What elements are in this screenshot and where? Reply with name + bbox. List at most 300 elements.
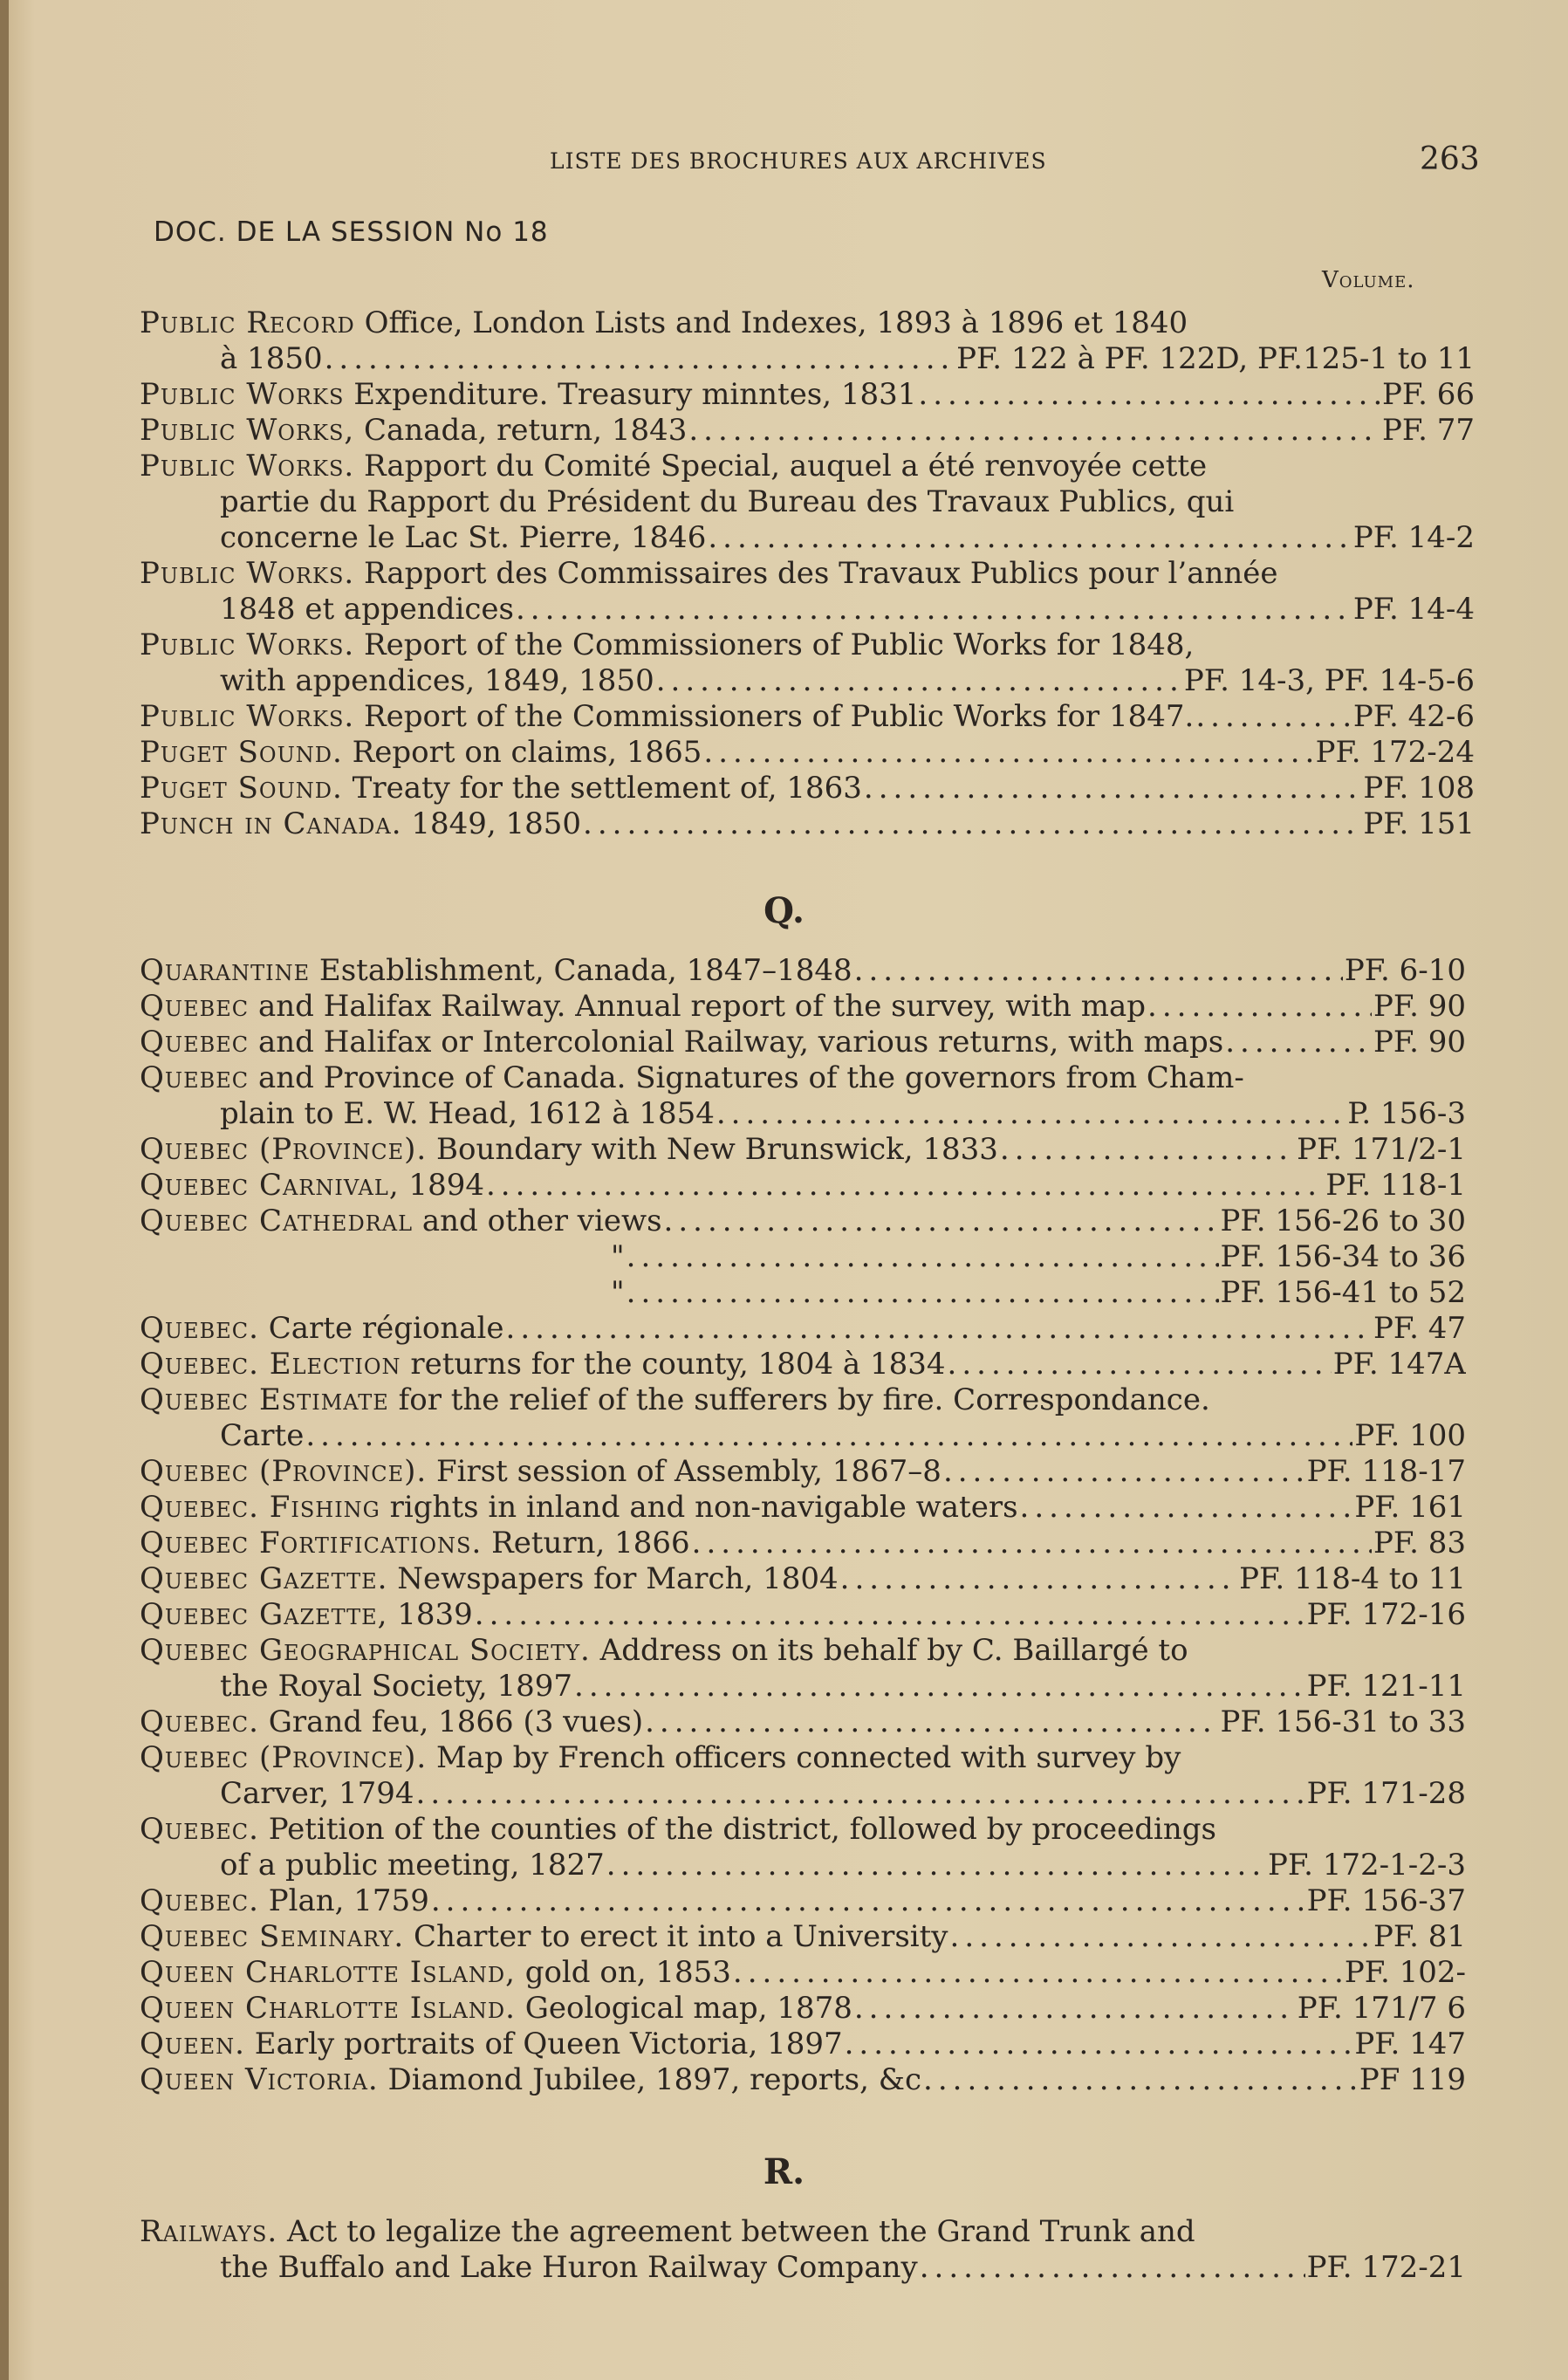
volume-reference: PF. 47: [1373, 1311, 1466, 1346]
entry-heading: Quebec: [140, 989, 250, 1024]
entry-description: for the relief of the sufferers by fire. Correspondance.: [388, 1382, 1210, 1417]
entry-description: Carver, 1794: [220, 1776, 414, 1811]
dot-leader: [948, 1347, 1332, 1382]
volume-reference: PF. 102-: [1344, 1955, 1466, 1990]
entry-text: [140, 1704, 643, 1740]
volume-reference: PF. 83: [1373, 1526, 1466, 1560]
index-entry: [140, 1275, 1466, 1311]
volume-reference: P. 156-3: [1347, 1096, 1466, 1131]
entry-line: [140, 1239, 1466, 1275]
entry-description: ": [611, 1275, 625, 1310]
entry-description: of a public meeting, 1827: [220, 1848, 605, 1883]
entry-line: [140, 1418, 1466, 1454]
dot-leader: [606, 1848, 1266, 1883]
volume-reference: PF. 90: [1373, 1025, 1466, 1060]
entry-description: Report of the Commissioners of Public Works for 1848,: [354, 628, 1195, 662]
dot-leader: [506, 1311, 1372, 1347]
index-entry: [140, 1311, 1466, 1347]
volume-reference: PF. 151: [1363, 806, 1475, 841]
entry-text: [140, 699, 1194, 735]
dot-leader: [733, 1955, 1343, 1991]
volume-reference: PF. 81: [1373, 1919, 1466, 1954]
index-entry: [140, 1704, 1466, 1740]
index-entry: [140, 1812, 1466, 1883]
entry-heading: Quebec Carnival,: [140, 1168, 400, 1203]
dot-leader: [692, 1526, 1372, 1561]
entry-heading: Quebec Fortifications.: [140, 1526, 483, 1560]
entry-description: ": [611, 1239, 625, 1274]
volume-reference: PF. 147: [1354, 2027, 1466, 2061]
index-entry: [140, 556, 1475, 628]
entry-text: [140, 1597, 473, 1633]
dot-leader: [1020, 1490, 1353, 1526]
entry-heading: Public Record: [140, 305, 355, 340]
entry-text: [140, 953, 852, 989]
entry-text: [140, 1633, 1188, 1669]
entry-line: [140, 1704, 1466, 1740]
entry-heading: Quebec Estimate: [140, 1382, 389, 1417]
entry-line: [140, 1382, 1466, 1418]
entry-description: Rapport des Commissaires des Travaux Publics pour l’année: [354, 556, 1278, 591]
entry-line: [140, 663, 1475, 699]
entry-line: [140, 1025, 1466, 1060]
volume-heading: Volume.: [1322, 267, 1415, 293]
entry-text: [220, 2250, 918, 2286]
entry-description: gold on, 1853: [515, 1955, 731, 1990]
entry-text: [220, 1096, 715, 1132]
entry-text: [220, 592, 514, 628]
entry-description: Address on its behalf by C. Baillargé to: [590, 1633, 1188, 1668]
dot-leader: [431, 1883, 1305, 1919]
volume-reference: PF. 118-17: [1306, 1454, 1466, 1489]
volume-reference: PF. 156-26 to 30: [1220, 1204, 1466, 1238]
dot-leader: [920, 2250, 1305, 2286]
entry-description: 1839: [387, 1597, 473, 1632]
entry-line: [140, 1812, 1466, 1848]
section-p-list: [140, 305, 1475, 842]
volume-reference: PF. 147A: [1332, 1347, 1466, 1382]
session-label: DOC. DE LA SESSION No 18: [154, 216, 549, 248]
entry-heading: Public Works.: [140, 699, 355, 734]
entry-text: [140, 1204, 662, 1239]
index-entry: [140, 1955, 1466, 1991]
entry-description: the Royal Society, 1897: [220, 1669, 573, 1704]
index-entry: [140, 735, 1475, 771]
entry-description: Expenditure. Treasury minntes, 1831: [344, 377, 917, 412]
entry-line: [140, 592, 1475, 628]
dot-leader: [703, 735, 1313, 771]
entry-text: [140, 2062, 921, 2098]
index-entry: [140, 305, 1475, 377]
volume-reference: PF. 161: [1354, 1490, 1466, 1525]
dot-leader: [688, 413, 1380, 449]
entry-text: [140, 1132, 998, 1168]
entry-description: Boundary with New Brunswick, 1833: [427, 1132, 998, 1167]
entry-description: Act to legalize the agreement between the Grand Trunk and: [277, 2214, 1195, 2249]
index-entry: [140, 2214, 1466, 2286]
index-entry: [140, 2062, 1466, 2098]
entry-heading: Quebec.: [140, 1812, 259, 1847]
entry-line: [140, 1060, 1466, 1096]
entry-line: [140, 1311, 1466, 1347]
entry-line: [140, 735, 1475, 771]
index-entry: [140, 1132, 1466, 1168]
page-number: 263: [1420, 141, 1480, 177]
index-entry: [140, 806, 1475, 842]
dot-leader: [716, 1096, 1346, 1132]
entry-description: Rapport du Comité Special, auquel a été renvoyée cette: [354, 449, 1208, 484]
volume-reference: PF. 100: [1354, 1418, 1466, 1453]
entry-heading: Quebec.: [140, 1704, 259, 1739]
entry-text: [220, 520, 706, 556]
dot-leader: [943, 1454, 1305, 1490]
section-r-list: [140, 2214, 1466, 2286]
entry-line: [140, 1096, 1466, 1132]
dot-leader: [583, 806, 1361, 842]
entry-line: [140, 413, 1475, 449]
entry-line: [140, 1919, 1466, 1955]
entry-heading: Puget Sound.: [140, 735, 343, 770]
entry-line: [140, 1991, 1466, 2027]
dot-leader: [840, 1561, 1238, 1597]
entry-text: [140, 305, 1188, 341]
entry-line: [140, 449, 1475, 484]
index-entry: [140, 1883, 1466, 1919]
entry-line: [140, 1168, 1466, 1204]
volume-reference: PF. 121-11: [1306, 1669, 1466, 1704]
entry-heading: Public Works.: [140, 449, 355, 484]
entry-description: Carte: [220, 1418, 305, 1453]
index-entry: [140, 1740, 1466, 1812]
entry-line: [140, 1776, 1466, 1812]
entry-text: [140, 377, 916, 413]
dot-leader: [516, 592, 1352, 628]
entry-description: Office, London Lists and Indexes, 1893 à 1896 et 1840: [354, 305, 1188, 340]
entry-text: [140, 1883, 429, 1919]
entry-text: [140, 1060, 1244, 1096]
entry-description: à 1850: [220, 341, 323, 376]
dot-leader: [475, 1597, 1305, 1633]
entry-description: First session of Assembly, 1867–8: [427, 1454, 941, 1489]
entry-heading: Quebec Geographical Society.: [140, 1633, 591, 1668]
entry-description: Diamond Jubilee, 1897, reports, &c: [378, 2062, 922, 2097]
entry-line: [140, 305, 1475, 341]
entry-description: Newspapers for March, 1804: [387, 1561, 839, 1596]
volume-reference: PF. 156-31 to 33: [1220, 1704, 1466, 1739]
entry-text: [140, 1490, 1018, 1526]
index-entry: [140, 771, 1475, 806]
entry-text: [140, 1311, 504, 1347]
entry-line: [140, 1454, 1466, 1490]
entry-heading: Queen Charlotte Island.: [140, 1991, 516, 2026]
entry-text: [140, 1347, 946, 1382]
entry-text: [140, 1561, 839, 1597]
volume-reference: PF. 172-16: [1306, 1597, 1466, 1632]
entry-line: [140, 953, 1466, 989]
dot-leader: [864, 771, 1361, 806]
index-entry: [140, 628, 1475, 699]
volume-reference: PF. 156-34 to 36: [1220, 1239, 1466, 1274]
volume-reference: PF. 14-4: [1352, 592, 1475, 627]
index-entry: [140, 413, 1475, 449]
entry-heading: Quebec Cathedral: [140, 1204, 414, 1238]
entry-text: [220, 341, 323, 377]
entry-description: returns for the county, 1804 à 1834: [401, 1347, 946, 1382]
volume-reference: PF. 118-1: [1325, 1168, 1466, 1203]
index-entry: [140, 1991, 1466, 2027]
entry-heading: Public Works,: [140, 413, 355, 448]
entry-description: Carte régionale: [258, 1311, 504, 1346]
entry-line: [140, 1955, 1466, 1991]
entry-line: [140, 1132, 1466, 1168]
entry-line: [140, 806, 1475, 842]
entry-description: and Province of Canada. Signatures of the governors from Cham-: [249, 1060, 1244, 1095]
volume-reference: PF. 42-6: [1352, 699, 1475, 734]
entry-text: [140, 1991, 852, 2027]
entry-line: [140, 2250, 1466, 2286]
entry-text: [220, 484, 1234, 520]
entry-description: Plan, 1759: [258, 1883, 429, 1918]
dot-leader: [854, 953, 1343, 989]
entry-heading: Punch in Canada.: [140, 806, 402, 841]
entry-line: [140, 1883, 1466, 1919]
entry-line: [140, 377, 1475, 413]
entry-heading: Quebec Seminary.: [140, 1919, 405, 1954]
entry-text: [140, 1025, 1223, 1060]
entry-text: [140, 1168, 484, 1204]
entry-line: [140, 1669, 1466, 1704]
dot-leader: [486, 1168, 1324, 1204]
entry-description: 1894: [399, 1168, 484, 1203]
entry-text: [140, 2214, 1195, 2250]
entry-description: Grand feu, 1866 (3 vues): [258, 1704, 644, 1739]
entry-text: [140, 1955, 731, 1991]
entry-text: [140, 413, 687, 449]
entry-line: [140, 341, 1475, 377]
index-entry: [140, 449, 1475, 556]
entry-heading: Quebec Gazette.: [140, 1561, 388, 1596]
entry-heading: Quebec.: [140, 1311, 259, 1346]
dot-leader: [416, 1776, 1305, 1812]
entry-text: [140, 806, 581, 842]
entry-description: Early portraits of Queen Victoria, 1897: [244, 2027, 843, 2061]
dot-leader: [1147, 989, 1372, 1025]
section-q-list: [140, 953, 1466, 2098]
dot-leader: [664, 1204, 1219, 1239]
volume-reference: PF. 172-24: [1315, 735, 1475, 770]
index-entry: [140, 1919, 1466, 1955]
entry-description: Map by French officers connected with survey by: [427, 1740, 1181, 1775]
index-entry: [140, 1060, 1466, 1132]
entry-line: [140, 1490, 1466, 1526]
section-r-letter: R.: [763, 2151, 805, 2192]
entry-description: Geological map, 1878: [515, 1991, 852, 2026]
entry-line: [140, 520, 1475, 556]
entry-heading: Public Works.: [140, 556, 355, 591]
entry-description: rights in inland and non-navigable waters: [380, 1490, 1018, 1525]
entry-heading: Queen Victoria.: [140, 2062, 379, 2097]
entry-description: Petition of the counties of the district, followed by proceedings: [258, 1812, 1216, 1847]
entry-line: [140, 2027, 1466, 2062]
entry-text: [140, 989, 1146, 1025]
index-entry: [140, 1168, 1466, 1204]
index-entry: [140, 1025, 1466, 1060]
index-entry: [140, 377, 1475, 413]
entry-description: Treaty for the settlement of, 1863: [342, 771, 862, 806]
entry-text: [611, 1239, 625, 1275]
entry-heading: Public Works.: [140, 628, 355, 662]
entry-description: Return, 1866: [482, 1526, 690, 1560]
entry-heading: Quebec: [140, 1060, 250, 1095]
volume-reference: PF. 6-10: [1344, 953, 1466, 988]
volume-reference: PF. 66: [1381, 377, 1475, 412]
entry-heading: Queen Charlotte Island,: [140, 1955, 516, 1990]
entry-line: [140, 1526, 1466, 1561]
volume-reference: PF. 118-4 to 11: [1239, 1561, 1466, 1596]
volume-reference: PF. 171/7 6: [1297, 1991, 1466, 2026]
entry-text: [140, 556, 1278, 592]
volume-reference: PF. 156-41 to 52: [1220, 1275, 1466, 1310]
entry-line: [140, 1597, 1466, 1633]
binding-edge: [0, 0, 9, 2380]
entry-text: [220, 1669, 572, 1704]
section-q-letter: Q.: [763, 890, 805, 931]
entry-text: [140, 771, 862, 806]
entry-line: [140, 1204, 1466, 1239]
entry-line: [140, 2062, 1466, 2098]
entry-line: [140, 699, 1475, 735]
dot-leader: [1225, 1025, 1372, 1060]
entry-text: [140, 1454, 941, 1490]
entry-line: [140, 1561, 1466, 1597]
dot-leader: [708, 520, 1351, 556]
index-entry: [140, 1633, 1466, 1704]
entry-heading: Quebec (Province).: [140, 1454, 428, 1489]
entry-text: [220, 663, 654, 699]
dot-leader: [627, 1239, 1219, 1275]
entry-line: [140, 1275, 1466, 1311]
entry-text: [140, 628, 1194, 663]
entry-description: concerne le Lac St. Pierre, 1846: [220, 520, 707, 555]
entry-text: [140, 1812, 1216, 1848]
entry-text: [220, 1776, 414, 1812]
entry-description: Canada, return, 1843: [354, 413, 688, 448]
index-entry: [140, 989, 1466, 1025]
entry-description: and Halifax Railway. Annual report of the survey, with map: [249, 989, 1147, 1024]
volume-reference: PF. 172-21: [1306, 2250, 1466, 2285]
index-entry: [140, 2027, 1466, 2062]
volume-reference: PF. 172-1-2-3: [1267, 1848, 1466, 1883]
volume-reference: PF. 14-3, PF. 14-5-6: [1183, 663, 1475, 698]
entry-heading: Quebec (Province).: [140, 1132, 428, 1167]
dot-leader: [950, 1919, 1372, 1955]
index-entry: [140, 953, 1466, 989]
dot-leader: [845, 2027, 1353, 2062]
entry-text: [140, 449, 1207, 484]
volume-reference: PF. 77: [1381, 413, 1475, 448]
entry-description: Report of the Commissioners of Public Works for 1847.: [354, 699, 1195, 734]
entry-text: [140, 1740, 1181, 1776]
dot-leader: [325, 341, 955, 377]
dot-leader: [574, 1669, 1305, 1704]
entry-heading: Puget Sound.: [140, 771, 343, 806]
dot-leader: [1195, 699, 1352, 735]
entry-line: [140, 556, 1475, 592]
entry-description: plain to E. W. Head, 1612 à 1854: [220, 1096, 715, 1131]
entry-description: Charter to erect it into a University: [404, 1919, 948, 1954]
entry-heading: Quarantine: [140, 953, 311, 988]
entry-text: [140, 735, 702, 771]
dot-leader: [854, 1991, 1296, 2027]
dot-leader: [656, 663, 1182, 699]
entry-description: and other views: [413, 1204, 662, 1238]
volume-reference: PF. 122 à PF. 122D, PF.125-1 to 11: [956, 341, 1475, 376]
index-entry: [140, 1454, 1466, 1490]
index-entry: [140, 1204, 1466, 1239]
dot-leader: [645, 1704, 1218, 1740]
entry-description: Establishment, Canada, 1847–1848: [310, 953, 852, 988]
volume-reference: PF. 171-28: [1306, 1776, 1466, 1811]
entry-line: [140, 484, 1475, 520]
entry-heading: Queen.: [140, 2027, 245, 2061]
entry-line: [140, 989, 1466, 1025]
entry-text: [220, 1848, 605, 1883]
dot-leader: [923, 2062, 1358, 2098]
entry-line: [140, 1633, 1466, 1669]
entry-line: [140, 1740, 1466, 1776]
entry-description: the Buffalo and Lake Huron Railway Company: [220, 2250, 918, 2285]
index-entry: [140, 1526, 1466, 1561]
entry-heading: Quebec Gazette,: [140, 1597, 388, 1632]
entry-description: 1849, 1850: [401, 806, 582, 841]
volume-reference: PF. 108: [1363, 771, 1475, 806]
volume-reference: PF. 14-2: [1352, 520, 1475, 555]
volume-reference: PF. 156-37: [1306, 1883, 1466, 1918]
entry-heading: Quebec. Election: [140, 1347, 401, 1382]
entry-line: [140, 1347, 1466, 1382]
index-entry: [140, 1490, 1466, 1526]
entry-text: [140, 1919, 948, 1955]
entry-heading: Public Works: [140, 377, 345, 412]
dot-leader: [918, 377, 1380, 413]
volume-reference: PF. 171/2-1: [1297, 1132, 1466, 1167]
dot-leader: [627, 1275, 1219, 1311]
entry-heading: Quebec: [140, 1025, 250, 1060]
entry-text: [220, 1418, 304, 1454]
entry-heading: Railways.: [140, 2214, 278, 2249]
index-entry: [140, 1382, 1466, 1454]
entry-description: 1848 et appendices: [220, 592, 514, 627]
index-entry: [140, 699, 1475, 735]
index-entry: [140, 1561, 1466, 1597]
index-entry: [140, 1347, 1466, 1382]
entry-line: [140, 2214, 1466, 2250]
entry-text: [140, 1526, 690, 1561]
entry-description: and Halifax or Intercolonial Railway, various returns, with maps: [249, 1025, 1224, 1060]
volume-reference: PF. 90: [1373, 989, 1466, 1024]
entry-line: [140, 1848, 1466, 1883]
entry-text: [140, 2027, 843, 2062]
dot-leader: [305, 1418, 1352, 1454]
dot-leader: [1000, 1132, 1295, 1168]
entry-description: partie du Rapport du Président du Bureau des Travaux Publics, qui: [220, 484, 1235, 519]
entry-line: [140, 771, 1475, 806]
entry-heading: Quebec (Province).: [140, 1740, 428, 1775]
entry-heading: Quebec. Fishing: [140, 1490, 380, 1525]
volume-reference: PF 119: [1359, 2062, 1466, 2097]
entry-description: with appendices, 1849, 1850: [220, 663, 654, 698]
running-title: LISTE DES BROCHURES AUX ARCHIVES: [550, 148, 1047, 174]
